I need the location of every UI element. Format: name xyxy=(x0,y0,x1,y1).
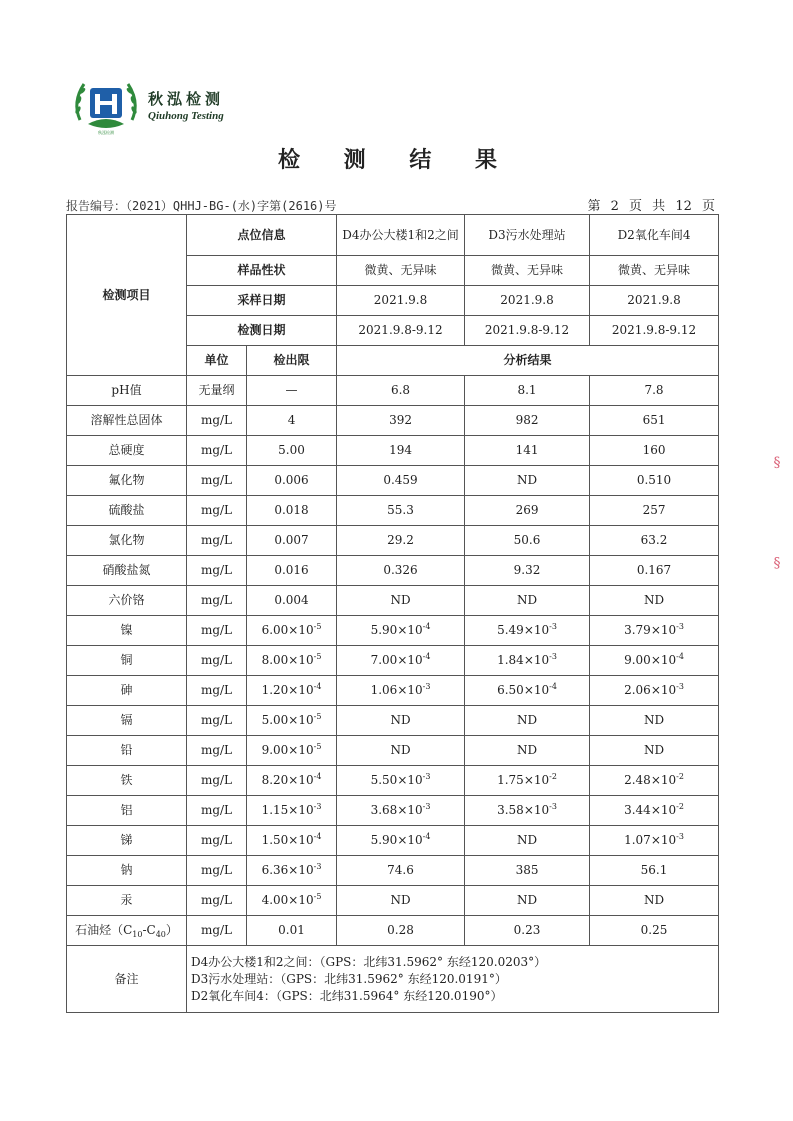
unit-cell: mg/L xyxy=(187,766,247,796)
seal-stamp-fragment: § § xyxy=(769,455,785,612)
unit-header: 单位 xyxy=(187,346,247,376)
result-d3-cell: 385 xyxy=(465,856,590,886)
item-cell: 铝 xyxy=(67,796,187,826)
table-row xyxy=(67,466,719,496)
result-d4-cell: ND xyxy=(337,886,465,916)
item-cell: pH值 xyxy=(67,376,187,406)
result-d4-cell: ND xyxy=(337,736,465,766)
result-d3-cell: $3.58\times 10^{-3}$ xyxy=(465,796,590,826)
remark-row xyxy=(67,946,719,1013)
item-cell: 总硬度 xyxy=(67,436,187,466)
result-d4-cell: $5.50\times 10^{-3}$ xyxy=(337,766,465,796)
result-d2-cell: $9.00\times 10^{-4}$ xyxy=(590,646,719,676)
item-cell: 镉 xyxy=(67,706,187,736)
unit-cell: mg/L xyxy=(187,646,247,676)
item-cell: 铅 xyxy=(67,736,187,766)
result-d2-cell: $1.07\times 10^{-3}$ xyxy=(590,826,719,856)
table-row xyxy=(67,436,719,466)
result-d2-cell: 257 xyxy=(590,496,719,526)
result-d3-cell: $1.75\times 10^{-2}$ xyxy=(465,766,590,796)
result-d4-cell: 29.2 xyxy=(337,526,465,556)
unit-cell: mg/L xyxy=(187,796,247,826)
result-d4-cell: $5.90\times 10^{-4}$ xyxy=(337,826,465,856)
unit-cell: mg/L xyxy=(187,526,247,556)
result-d4-cell: 6.8 xyxy=(337,376,465,406)
page-info: 第 2 页 共 12 页 xyxy=(587,199,715,214)
limit-cell: 0.006 xyxy=(247,466,337,496)
result-d3-cell: ND xyxy=(465,886,590,916)
result-d3-cell: ND xyxy=(465,586,590,616)
result-header: 分析结果 xyxy=(337,346,719,376)
limit-cell: $5.00\times 10^{-5}$ xyxy=(247,706,337,736)
result-d3-cell: $6.50\times 10^{-4}$ xyxy=(465,676,590,706)
result-d3-cell: ND xyxy=(465,826,590,856)
limit-cell: 0.016 xyxy=(247,556,337,586)
limit-cell: $6.36\times 10^{-3}$ xyxy=(247,856,337,886)
item-cell: 溶解性总固体 xyxy=(67,406,187,436)
unit-cell: mg/L xyxy=(187,736,247,766)
item-header-cell: 检测项目 xyxy=(67,215,187,376)
limit-cell: $8.20\times 10^{-4}$ xyxy=(247,766,337,796)
result-d3-cell: 0.23 xyxy=(465,916,590,946)
limit-cell: — xyxy=(247,376,337,406)
result-d2-cell: $2.06\times 10^{-3}$ xyxy=(590,676,719,706)
table-row xyxy=(67,706,719,736)
item-cell: 砷 xyxy=(67,676,187,706)
limit-cell: 4 xyxy=(247,406,337,436)
info-value: 微黄、无异味 xyxy=(337,256,465,286)
result-d2-cell: ND xyxy=(590,706,719,736)
table-row xyxy=(67,676,719,706)
result-d4-cell: 55.3 xyxy=(337,496,465,526)
result-d2-cell: 63.2 xyxy=(590,526,719,556)
info-value: 2021.9.8 xyxy=(465,286,590,316)
limit-cell: 0.007 xyxy=(247,526,337,556)
result-d2-cell: $2.48\times 10^{-2}$ xyxy=(590,766,719,796)
table-row xyxy=(67,616,719,646)
item-cell: 钠 xyxy=(67,856,187,886)
item-cell: 石油烃$(C_{10}-C_{40})$ xyxy=(67,916,187,946)
remark-line: D3污水处理站：（GPS：北纬31.5962° 东经120.0191°） xyxy=(191,971,507,986)
item-cell: 镍 xyxy=(67,616,187,646)
result-d3-cell: 269 xyxy=(465,496,590,526)
item-cell: 锑 xyxy=(67,826,187,856)
report-number: 报告编号：（2021）QHHJ-BG-(水)字第(2616)号 xyxy=(66,199,337,213)
result-d2-cell: ND xyxy=(590,736,719,766)
unit-cell: mg/L xyxy=(187,616,247,646)
unit-cell: mg/L xyxy=(187,586,247,616)
result-d3-cell: 8.1 xyxy=(465,376,590,406)
unit-cell: mg/L xyxy=(187,496,247,526)
limit-cell: 0.004 xyxy=(247,586,337,616)
table-row xyxy=(67,556,719,586)
result-d3-cell: ND xyxy=(465,736,590,766)
table-row xyxy=(67,646,719,676)
result-d2-cell: $3.79\times 10^{-3}$ xyxy=(590,616,719,646)
info-label: 采样日期 xyxy=(187,286,337,316)
result-d2-cell: $3.44\times 10^{-2}$ xyxy=(590,796,719,826)
qiuhong-logo xyxy=(70,74,142,136)
info-value: 2021.9.8 xyxy=(337,286,465,316)
unit-cell: mg/L xyxy=(187,886,247,916)
result-d2-cell: 0.25 xyxy=(590,916,719,946)
info-value: 2021.9.8-9.12 xyxy=(337,316,465,346)
result-d2-cell: 651 xyxy=(590,406,719,436)
company-name-en: Qiuhong Testing xyxy=(148,110,224,122)
result-d3-cell: ND xyxy=(465,706,590,736)
result-d2-cell: 56.1 xyxy=(590,856,719,886)
unit-cell: mg/L xyxy=(187,436,247,466)
result-d4-cell: 74.6 xyxy=(337,856,465,886)
table-row xyxy=(67,736,719,766)
table-row xyxy=(67,526,719,556)
result-d3-cell: ND xyxy=(465,466,590,496)
info-value: 2021.9.8-9.12 xyxy=(590,316,719,346)
info-label: 点位信息 xyxy=(187,215,337,256)
result-d2-cell: 160 xyxy=(590,436,719,466)
limit-cell: $1.50\times 10^{-4}$ xyxy=(247,826,337,856)
logo-text: 秋泓检测 xyxy=(98,130,114,135)
result-d2-cell: 0.167 xyxy=(590,556,719,586)
result-d2-cell: 7.8 xyxy=(590,376,719,406)
page-title: 检 测 结 果 xyxy=(278,147,515,173)
limit-header: 检出限 xyxy=(247,346,337,376)
item-cell: 六价铬 xyxy=(67,586,187,616)
limit-cell: $4.00\times 10^{-5}$ xyxy=(247,886,337,916)
result-d4-cell: 194 xyxy=(337,436,465,466)
info-value: 微黄、无异味 xyxy=(590,256,719,286)
result-d3-cell: $1.84\times 10^{-3}$ xyxy=(465,646,590,676)
remark-text xyxy=(187,946,719,1013)
result-d2-cell: ND xyxy=(590,586,719,616)
result-d4-cell: $5.90\times 10^{-4}$ xyxy=(337,616,465,646)
unit-cell: mg/L xyxy=(187,406,247,436)
results-table xyxy=(66,214,719,1013)
info-value: 2021.9.8 xyxy=(590,286,719,316)
result-d4-cell: $1.06\times 10^{-3}$ xyxy=(337,676,465,706)
limit-cell: $6.00\times 10^{-5}$ xyxy=(247,616,337,646)
unit-cell: mg/L xyxy=(187,676,247,706)
item-cell: 氟化物 xyxy=(67,466,187,496)
result-d3-cell: 982 xyxy=(465,406,590,436)
limit-cell: 0.01 xyxy=(247,916,337,946)
limit-cell: $8.00\times 10^{-5}$ xyxy=(247,646,337,676)
unit-cell: mg/L xyxy=(187,466,247,496)
item-cell: 汞 xyxy=(67,886,187,916)
item-cell: 硫酸盐 xyxy=(67,496,187,526)
limit-cell: 5.00 xyxy=(247,436,337,466)
result-d4-cell: 0.326 xyxy=(337,556,465,586)
item-cell: 硝酸盐氮 xyxy=(67,556,187,586)
unit-cell: mg/L xyxy=(187,556,247,586)
table-row xyxy=(67,376,719,406)
item-cell: 铁 xyxy=(67,766,187,796)
table-row xyxy=(67,586,719,616)
limit-cell: $9.00\times 10^{-5}$ xyxy=(247,736,337,766)
limit-cell: 0.018 xyxy=(247,496,337,526)
table-row xyxy=(67,406,719,436)
result-d2-cell: ND xyxy=(590,886,719,916)
table-row xyxy=(67,856,719,886)
table-row xyxy=(67,886,719,916)
info-row xyxy=(67,215,719,256)
info-value: 2021.9.8-9.12 xyxy=(465,316,590,346)
unit-cell: mg/L xyxy=(187,826,247,856)
info-value: D3污水处理站 xyxy=(465,215,590,256)
remark-label: 备注 xyxy=(67,946,187,1013)
unit-cell: mg/L xyxy=(187,856,247,886)
limit-cell: $1.15\times 10^{-3}$ xyxy=(247,796,337,826)
unit-cell: mg/L xyxy=(187,706,247,736)
result-d4-cell: ND xyxy=(337,586,465,616)
result-d3-cell: 141 xyxy=(465,436,590,466)
table-row xyxy=(67,496,719,526)
table-row xyxy=(67,766,719,796)
table-row xyxy=(67,796,719,826)
result-d4-cell: 0.28 xyxy=(337,916,465,946)
result-d2-cell: 0.510 xyxy=(590,466,719,496)
table-row xyxy=(67,826,719,856)
result-d3-cell: $5.49\times 10^{-3}$ xyxy=(465,616,590,646)
result-d4-cell: 0.459 xyxy=(337,466,465,496)
result-d3-cell: 9.32 xyxy=(465,556,590,586)
unit-cell: 无量纲 xyxy=(187,376,247,406)
table-row xyxy=(67,916,719,946)
info-value: 微黄、无异味 xyxy=(465,256,590,286)
company-name-cn: 秋泓检测 xyxy=(148,90,225,108)
info-label: 检测日期 xyxy=(187,316,337,346)
info-value: D4办公大楼1和2之间 xyxy=(337,215,465,256)
result-d4-cell: ND xyxy=(337,706,465,736)
result-d4-cell: $3.68\times 10^{-3}$ xyxy=(337,796,465,826)
item-cell: 氯化物 xyxy=(67,526,187,556)
info-value: D2氧化车间4 xyxy=(590,215,719,256)
unit-cell: mg/L xyxy=(187,916,247,946)
result-d3-cell: 50.6 xyxy=(465,526,590,556)
info-label: 样品性状 xyxy=(187,256,337,286)
limit-cell: $1.20\times 10^{-4}$ xyxy=(247,676,337,706)
result-d4-cell: $7.00\times 10^{-4}$ xyxy=(337,646,465,676)
item-cell: 铜 xyxy=(67,646,187,676)
result-d4-cell: 392 xyxy=(337,406,465,436)
remark-line: D2氧化车间4：（GPS：北纬31.5964° 东经120.0190°） xyxy=(191,988,503,1003)
remark-line: D4办公大楼1和2之间：（GPS：北纬31.5962° 东经120.0203°） xyxy=(191,954,547,969)
